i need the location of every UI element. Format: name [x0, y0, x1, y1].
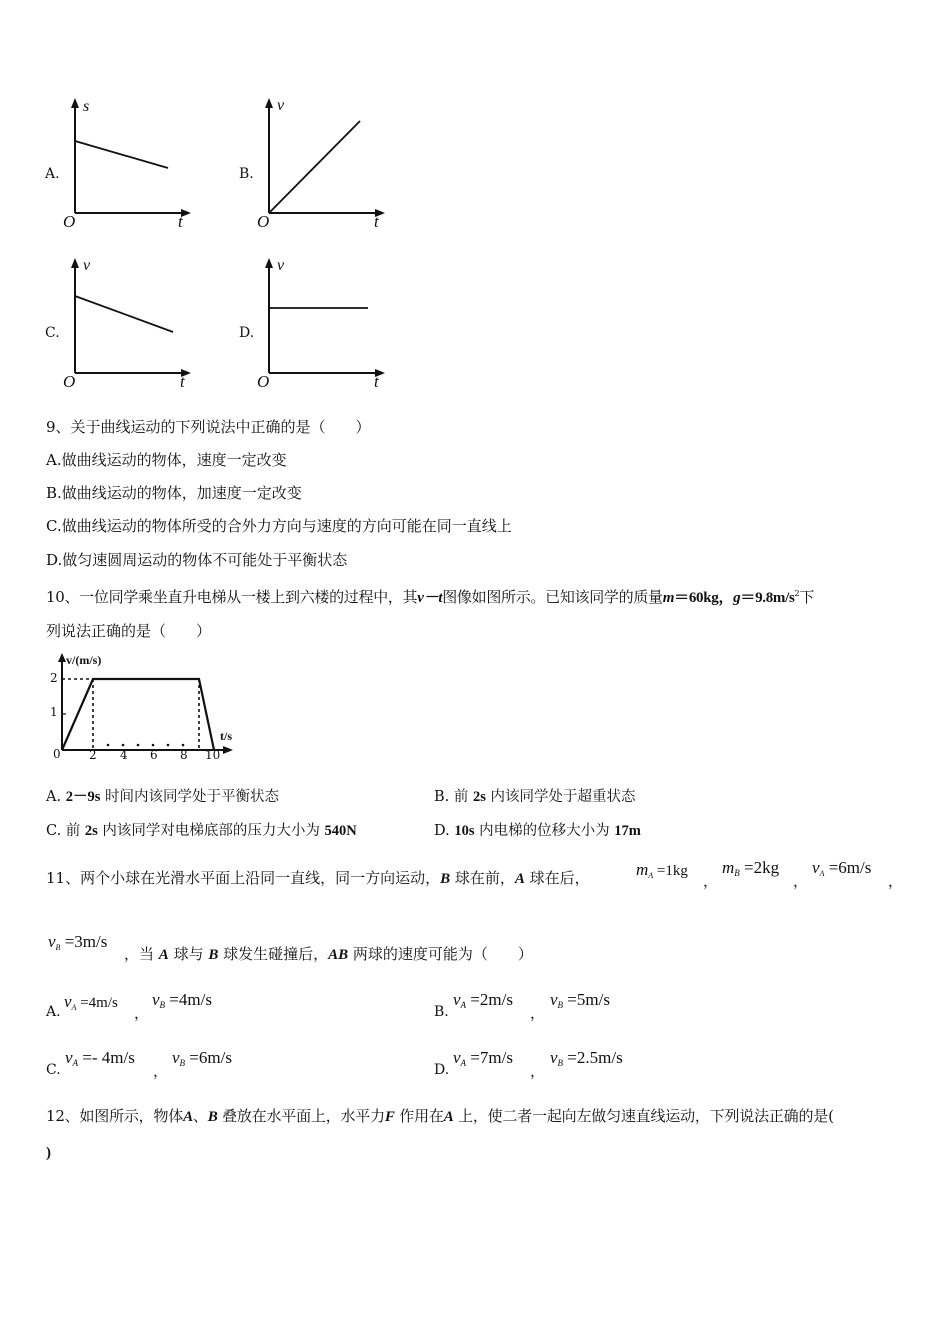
q12-d: 上，使二者一起向左做匀速直线运动，下列说法正确的是(: [453, 1107, 834, 1125]
q11-opt-d-label: D.: [434, 1062, 450, 1078]
q10-vt-chart: [44, 652, 244, 764]
q11-opt-b-vB: $v_B =5m/s$: [550, 990, 610, 1010]
q11-comma-3: ，: [888, 872, 904, 890]
q11-opt-d-vA-val: =7m/s: [466, 1048, 513, 1067]
q11-A: A: [514, 871, 525, 887]
q11-option-b: [434, 990, 794, 1026]
q11-mid2: 球在后，: [524, 869, 590, 887]
q11-mB-sym: m: [722, 858, 735, 877]
q10-vt-line: [62, 679, 214, 750]
q10-chart-xlabel: t/s: [220, 729, 232, 743]
q10-g-val: ＝9.8m/s: [740, 590, 795, 606]
graph-b-label: B.: [239, 166, 254, 182]
q11-stem: [46, 868, 590, 889]
q11-opt-c-vA-val: =- 4m/s: [78, 1048, 135, 1067]
q12-c: 作用在: [394, 1107, 444, 1125]
q11-line2-a: ，当: [124, 945, 159, 963]
q11-stem-a: 11、两个小球在光滑水平面上沿同一直线，同一方向运动，: [46, 869, 441, 887]
q11-opt-c-comma: ，: [153, 1062, 169, 1080]
q10-opt-c-mid: 内该同学对电梯底部的压力大小为: [97, 823, 325, 839]
q10-chart-xtick-10: 10: [205, 748, 221, 762]
graph-d: [252, 258, 392, 397]
q10-opt-d-pre: D.: [434, 823, 455, 839]
graph-a-svg: [58, 98, 198, 233]
q11-option-a: [46, 990, 406, 1026]
graph-b-xlabel: t: [374, 212, 379, 231]
q11-vA-sym: v: [812, 858, 820, 877]
graph-a-xlabel: t: [178, 212, 183, 231]
q10-g-sym: g: [733, 590, 741, 606]
q10-stem-a: 10、一位同学乘坐直升电梯从一楼上到六楼的过程中，其: [46, 588, 418, 606]
q11-option-d: [434, 1048, 794, 1084]
q11-opt-b-label: B.: [434, 1004, 449, 1020]
q10-opt-b-pre: B. 前: [434, 789, 473, 805]
graph-b-svg: [252, 98, 392, 233]
q11-line2-B: B: [208, 947, 219, 963]
q12-F: F: [384, 1109, 395, 1125]
q10-option-d: [434, 821, 641, 841]
graph-d-xlabel: t: [374, 372, 379, 391]
q12-B: B: [207, 1109, 218, 1125]
q11-line2-AB: AB: [328, 947, 349, 963]
q11-opt-a-label: A.: [46, 1004, 61, 1020]
q11-opt-c-label: C.: [46, 1062, 61, 1078]
q10-option-a: [46, 787, 279, 807]
q11-comma-2: ，: [793, 872, 809, 890]
q11-opt-d-vB: $v_B =2.5m/s$: [550, 1048, 623, 1068]
q11-mA-sym: m: [636, 860, 649, 879]
q11-opt-c-vA: $v_A =- 4m/s$: [65, 1048, 135, 1068]
q10-opt-d-bold2: 17m: [614, 823, 641, 839]
graph-c-svg: [58, 258, 198, 393]
q11-opt-b-vA-val: =2m/s: [466, 990, 513, 1009]
q10-opt-c-bold: 2s: [84, 823, 98, 839]
graph-a-line: [75, 141, 168, 168]
q12-b: 叠放在水平面上，水平力: [217, 1107, 385, 1125]
q10-opt-d-bold: 10s: [454, 823, 475, 839]
q10-chart-xtick-4: 4: [120, 748, 128, 762]
q10-chart-ytick-1: 1: [50, 705, 58, 719]
q10-opt-c-pre: C. 前: [46, 823, 85, 839]
graph-a-label: A.: [45, 166, 60, 182]
q11-line2-b: 球与: [168, 945, 209, 963]
q11-vB-sym: v: [48, 932, 56, 951]
q10-opt-b-bold: 2s: [472, 789, 486, 805]
q11-option-c: [46, 1048, 406, 1084]
q12-stem-line2: ): [46, 1145, 51, 1161]
graph-c-label: C.: [45, 325, 60, 341]
q11-opt-b-vB-val: =5m/s: [563, 990, 610, 1009]
graph-b: [252, 98, 392, 237]
graph-c-line: [75, 296, 173, 332]
q11-opt-a-comma: ，: [134, 1004, 150, 1022]
q11-opt-a-vB: $v_B =4m/s$: [152, 990, 212, 1010]
q11-opt-b-comma: ，: [530, 1004, 546, 1022]
q10-opt-a-pre: A.: [46, 789, 66, 805]
q11-opt-d-comma: ，: [530, 1062, 546, 1080]
q11-vB-sub: B: [55, 943, 61, 952]
q11-B: B: [440, 871, 451, 887]
q11-line2-c: 球发生碰撞后，: [218, 945, 329, 963]
graph-b-origin: O: [257, 212, 270, 231]
q11-mid1: 球在前，: [450, 869, 515, 887]
q11-mA-sub: A: [648, 871, 654, 880]
q11-opt-c-vB-val: =6m/s: [185, 1048, 232, 1067]
q11-vB: [48, 932, 107, 952]
q12-A: A: [183, 1109, 193, 1125]
graph-d-ylabel: v: [277, 257, 285, 274]
graph-d-origin: O: [257, 372, 270, 391]
graph-a-ylabel: s: [83, 98, 90, 115]
q9-option-b: B.做曲线运动的物体，加速度一定改变: [46, 484, 302, 502]
graph-b-line: [269, 121, 360, 213]
q12-A2: A: [443, 1109, 454, 1125]
q10-chart-origin: 0: [53, 747, 61, 761]
q11-mB-val: =2kg: [739, 858, 780, 877]
q11-opt-a-vA: $v_A =4m/s$: [64, 992, 118, 1012]
graph-c-xlabel: t: [180, 372, 185, 391]
q11-vA: [812, 858, 871, 878]
q11-mB: [722, 858, 779, 878]
q11-opt-a-vB-val: =4m/s: [165, 990, 212, 1009]
q10-m-val: ＝60kg，: [674, 590, 734, 606]
q10-chart-xtick-2: 2: [89, 748, 97, 762]
q12-a: 12、如图所示，物体: [46, 1107, 184, 1125]
graph-c: [58, 258, 198, 397]
q11-stem-line2: [124, 943, 533, 964]
q10-opt-a-post: 时间内该同学处于平衡状态: [100, 789, 279, 805]
q11-opt-c-vB: $v_B =6m/s$: [172, 1048, 232, 1068]
q11-opt-b-vA: $v_A =2m/s$: [453, 990, 513, 1010]
q9-option-d: D.做匀速圆周运动的物体不可能处于平衡状态: [46, 551, 348, 569]
q10-stem-b: 图像如图所示。已知该同学的质量: [442, 588, 663, 606]
q10-vt: v－t: [417, 590, 443, 606]
q10-chart-ytick-2: 2: [50, 671, 58, 685]
q10-g-exp: 2: [794, 589, 800, 598]
q11-line2-A: A: [158, 947, 169, 963]
q12-stem: [46, 1106, 834, 1127]
q11-mB-sub: B: [734, 868, 740, 878]
q10-stem: [46, 584, 814, 608]
q11-vB-val: =3m/s: [60, 932, 108, 951]
q11-comma-1: ，: [703, 872, 719, 890]
q11-opt-a-vA-val: =4m/s: [76, 995, 118, 1011]
q10-opt-b-post: 内该同学处于超重状态: [485, 789, 636, 805]
q10-opt-d-post: 内电梯的位移大小为: [474, 823, 615, 839]
graph-c-ylabel: v: [83, 257, 91, 274]
q9-option-c: C.做曲线运动的物体所受的合外力方向与速度的方向可能在同一直线上: [46, 517, 512, 535]
graph-b-ylabel: v: [277, 97, 285, 114]
graph-a-origin: O: [63, 212, 76, 231]
q10-stem-c: 下: [799, 588, 815, 606]
q12-sep: 、: [192, 1107, 208, 1125]
graph-d-svg: [252, 258, 392, 393]
q11-mA: [636, 860, 688, 880]
q10-option-b: [434, 787, 636, 807]
q10-opt-c-bold2: 540N: [324, 823, 357, 839]
q10-opt-a-bold: 2－9s: [65, 789, 101, 805]
q11-line2-d: 两球的速度可能为（ ）: [348, 945, 533, 963]
q10-chart-ylabel: v/(m/s): [66, 653, 102, 667]
q10-chart-xtick-6: 6: [150, 748, 158, 762]
q11-vA-sub: A: [819, 869, 825, 878]
q9-stem: 9、关于曲线运动的下列说法中正确的是（ ）: [46, 418, 371, 436]
graph-c-origin: O: [63, 372, 76, 391]
graph-a: [58, 98, 198, 237]
q10-m-sym: m: [662, 590, 675, 606]
q11-opt-d-vB-val: =2.5m/s: [563, 1048, 623, 1067]
q10-chart-xtick-8: 8: [180, 748, 188, 762]
q11-vA-val: =6m/s: [824, 858, 872, 877]
q10-stem-line2: 列说法正确的是（ ）: [46, 622, 212, 640]
q11-opt-d-vA: $v_A =7m/s$: [453, 1048, 513, 1068]
q10-option-c: [46, 821, 357, 841]
graph-d-label: D.: [239, 325, 255, 341]
q9-option-a: A.做曲线运动的物体，速度一定改变: [46, 451, 287, 469]
q11-mA-val: =1kg: [653, 863, 688, 879]
